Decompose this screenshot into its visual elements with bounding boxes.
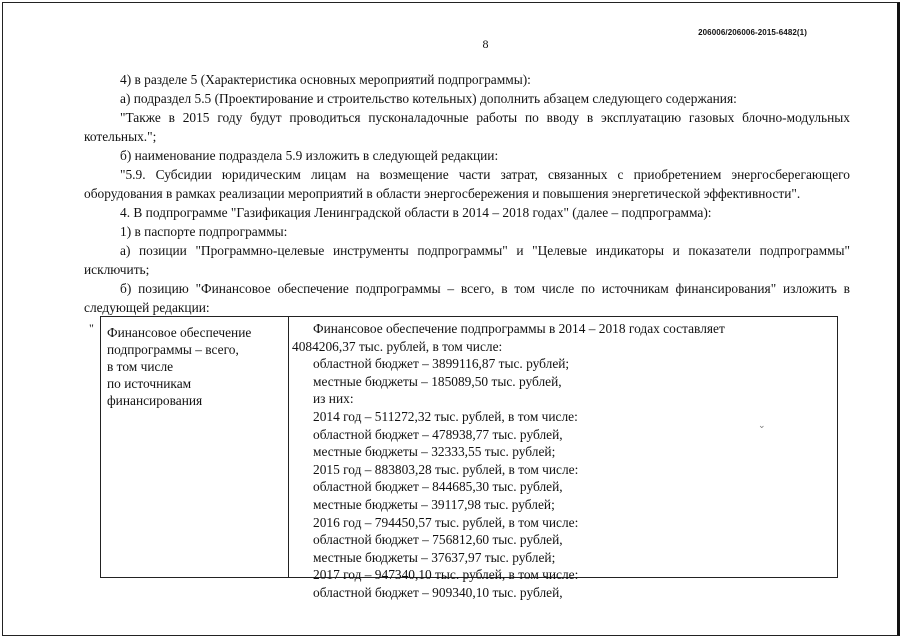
- paragraph: "Также в 2015 году будут проводиться пусконаладочные работы по вводу в эксплуатацию газовых блочно-модульных котельных.";: [84, 110, 850, 144]
- financing-table-value-cell: [289, 317, 837, 600]
- table-label-line: в том числе: [107, 359, 174, 374]
- table-value-line: местные бюджеты – 185089,50 тыс. рублей,: [313, 373, 562, 389]
- table-value-line: областной бюджет – 3899116,87 тыс. рублей;: [313, 356, 570, 372]
- table-value-line: Финансовое обеспечение подпрограммы в 2014 – 2018 годах составляет: [313, 321, 725, 336]
- table-value-line: 2016 год – 794450,57 тыс. рублей, в том числе:: [313, 514, 579, 530]
- paragraph: 4) в разделе 5 (Характеристика основных мероприятий подпрограммы):: [120, 72, 531, 87]
- scan-mark: ⌄: [758, 421, 766, 431]
- table-value-line: областной бюджет – 756812,60 тыс. рублей,: [313, 532, 563, 548]
- table-value-line: 2017 год – 947340,10 тыс. рублей, в том числе:: [313, 567, 579, 583]
- table-value-line: 4084206,37 тыс. рублей, в том числе:: [292, 338, 503, 354]
- table-value-line: областной бюджет – 478938,77 тыс. рублей,: [313, 426, 563, 442]
- document-body: [84, 70, 850, 317]
- table-label-line: Финансовое обеспечение: [107, 325, 252, 340]
- paragraph: 1) в паспорте подпрограммы:: [120, 224, 288, 239]
- page-number: 8: [482, 37, 489, 51]
- table-value-line: местные бюджеты – 37637,97 тыс. рублей;: [313, 549, 556, 565]
- document-id: 206006/206006-2015-6482(1): [698, 28, 807, 37]
- table-value-line: областной бюджет – 844685,30 тыс. рублей,: [313, 479, 563, 495]
- table-value-line: местные бюджеты – 39117,98 тыс. рублей;: [313, 496, 555, 512]
- paragraph: б) позицию "Финансовое обеспечение подпрограммы – всего, в том числе по источникам финансирования" изложить в следующей редакции:: [84, 281, 850, 315]
- table-value-line: местные бюджеты – 32333,55 тыс. рублей;: [313, 444, 556, 460]
- financing-table: [100, 316, 838, 600]
- paragraph: а) позиции "Программно-целевые инструменты подпрограммы" и "Целевые индикаторы и показатели подпрограммы" исключить;: [84, 243, 850, 277]
- table-value-line: из них:: [313, 391, 354, 407]
- open-quote-mark: ": [89, 321, 94, 335]
- paragraph: б) наименование подраздела 5.9 изложить в следующей редакции:: [120, 148, 499, 163]
- financing-table-label-cell: [101, 317, 289, 577]
- table-label-line: по источникам: [107, 376, 192, 391]
- table-label-line: финансирования: [107, 393, 203, 408]
- table-label-line: подпрограммы – всего,: [107, 342, 239, 357]
- table-value-line: областной бюджет – 909340,10 тыс. рублей,: [313, 584, 563, 600]
- paragraph: 4. В подпрограмме "Газификация Ленинградской области в 2014 – 2018 годах" (далее – подпрограмма):: [120, 205, 712, 220]
- table-value-line: 2014 год – 511272,32 тыс. рублей, в том числе:: [313, 408, 578, 424]
- paragraph: "5.9. Субсидии юридическим лицам на возмещение части затрат, связанных с приобретением энергосберегающего оборудования в рамках реализации мероприятий в области энергосбережения и повышения энергетической эффективности".: [84, 167, 850, 201]
- table-value-line: 2015 год – 883803,28 тыс. рублей, в том числе:: [313, 461, 579, 477]
- paragraph: а) подраздел 5.5 (Проектирование и строительство котельных) дополнить абзацем следующего содержания:: [120, 91, 737, 106]
